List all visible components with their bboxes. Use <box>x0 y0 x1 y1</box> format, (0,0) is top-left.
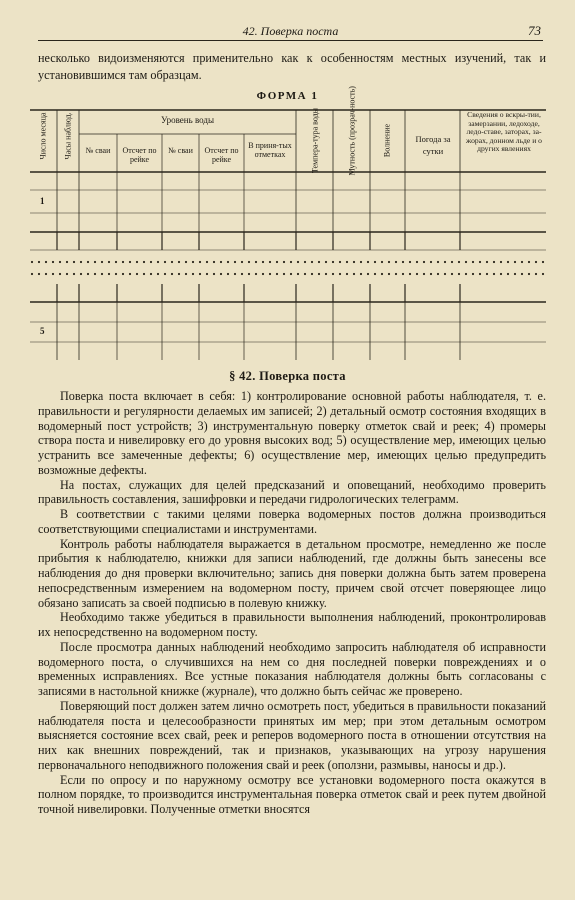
continuation-dot <box>185 261 187 263</box>
continuation-dot <box>402 261 404 263</box>
continuation-dot <box>360 261 362 263</box>
continuation-dot <box>535 273 537 275</box>
continuation-dot <box>395 261 397 263</box>
col-waves: Волнение <box>382 123 392 158</box>
continuation-dot <box>234 273 236 275</box>
continuation-dot <box>192 273 194 275</box>
continuation-dot <box>129 261 131 263</box>
continuation-dot <box>430 273 432 275</box>
continuation-dot <box>332 261 334 263</box>
continuation-dot <box>276 261 278 263</box>
continuation-dot <box>297 261 299 263</box>
continuation-dot <box>479 273 481 275</box>
continuation-dot <box>542 261 544 263</box>
continuation-dot <box>108 261 110 263</box>
continuation-dot <box>290 261 292 263</box>
paragraph: Необходимо также убедиться в правильности выполнения наблюдений, проконтролировав их непосредственно на водомерном посту. <box>38 610 546 639</box>
continuation-dot <box>297 273 299 275</box>
paragraph: Контроль работы наблюдателя выражается в детальном просмотре, немедленно же после прибытия к наблюдателю, книжки для записи наблюдений, где должны быть занесены все наблюдения до дня проверки включительно; запись дня поверки должна быть затем проверена непосредственным измерением на водомерном посту, причем свой отсчет поверяющее лицо обязано записать за своей подписью в полевую книжку. <box>38 536 546 610</box>
paragraph: На постах, служащих для целей предсказаний и оповещаний, необходимо проверить правильность составления, зашифровки и передачи гидрологических телеграмм. <box>38 477 546 507</box>
continuation-dot <box>325 273 327 275</box>
continuation-dot <box>346 273 348 275</box>
continuation-dot <box>374 273 376 275</box>
form-table-grid <box>0 0 575 365</box>
paragraph: Поверяющий пост должен затем лично осмотреть пост, убедиться в правильности показаний наблюдателя поста и целесообразности принятых им мер; при этом детальным осмотром выясняется состояние всех свай, реек и реперов водомерного поста в отношении отсутствия на них как внешних повреждений, так и признаков, указывающих на угрозу нарушения первоначального неподвижного положения свай и реек (оползни, размывы, наносы и др.). <box>38 698 546 772</box>
intro-paragraph: несколько видоизменяются применительно как к особенностям местных изучений, так и установившимся там образцам. <box>38 51 546 82</box>
continuation-dot <box>178 261 180 263</box>
continuation-dot <box>381 273 383 275</box>
continuation-dot <box>465 261 467 263</box>
continuation-dot <box>465 273 467 275</box>
continuation-dot <box>304 261 306 263</box>
continuation-dot <box>206 273 208 275</box>
continuation-dot <box>241 273 243 275</box>
col-turbidity: Мутность (прозрач-ность) <box>347 86 357 176</box>
continuation-dot <box>360 273 362 275</box>
continuation-dot <box>38 273 40 275</box>
continuation-dot <box>507 261 509 263</box>
continuation-dot <box>150 273 152 275</box>
continuation-dot <box>269 273 271 275</box>
continuation-dot <box>444 261 446 263</box>
page-number: 73 <box>528 23 541 38</box>
continuation-dot <box>122 273 124 275</box>
continuation-dot <box>87 261 89 263</box>
continuation-dot <box>458 261 460 263</box>
continuation-dot <box>311 261 313 263</box>
continuation-dot <box>101 273 103 275</box>
continuation-dot <box>402 273 404 275</box>
continuation-dot <box>409 273 411 275</box>
continuation-dot <box>136 273 138 275</box>
continuation-dot <box>437 261 439 263</box>
continuation-dot <box>31 273 33 275</box>
continuation-dot <box>493 261 495 263</box>
continuation-dot <box>199 273 201 275</box>
continuation-dot <box>157 261 159 263</box>
continuation-dot <box>521 261 523 263</box>
continuation-dot <box>213 273 215 275</box>
paragraph: После просмотра данных наблюдений необходимо запросить наблюдателя об исправности водомерного поста, о случившихся на нем со дня последней поверки повреждениях и о временных исправлениях. Все устные показания наблюдателя должны быть согласованы с записями в настольной книжке (журнале), что должно быть сейчас же проверено. <box>38 639 546 698</box>
continuation-dot <box>45 261 47 263</box>
continuation-dot <box>269 261 271 263</box>
section-title: § 42. Поверка поста <box>229 369 346 383</box>
continuation-dot <box>66 261 68 263</box>
continuation-dot <box>325 261 327 263</box>
continuation-dot <box>500 273 502 275</box>
continuation-dot <box>171 273 173 275</box>
paragraph: Поверка поста включает в себя: 1) контролирование основной работы наблюдателя, т. е. правильности и регулярности делаемых им записей; 2) детальный осмотр состояния входящих в водомерный пост устройств; 3) инструментальную поверку отметок свай и реек; 4) промеры створа поста и нивелировку его до уровня высоких вод; 5) осуществление мер, имеющих целью устранить все замеченные дефекты; 6) осуществление мер, имеющих целью предупредить возможные дефекты. <box>38 389 546 477</box>
continuation-dot <box>416 273 418 275</box>
continuation-dot <box>220 273 222 275</box>
continuation-dot <box>255 261 257 263</box>
continuation-dot <box>486 261 488 263</box>
continuation-dot <box>164 273 166 275</box>
continuation-dot <box>52 273 54 275</box>
running-title: 42. Поверка поста <box>242 24 339 38</box>
continuation-dot <box>339 261 341 263</box>
continuation-dot <box>122 261 124 263</box>
continuation-dot <box>318 273 320 275</box>
continuation-dot <box>395 273 397 275</box>
col-accepted-marks: В приня-тых отметках <box>248 141 292 159</box>
continuation-dot <box>73 273 75 275</box>
continuation-dot <box>493 273 495 275</box>
continuation-dot <box>423 273 425 275</box>
continuation-dot <box>528 261 530 263</box>
continuation-dot <box>367 273 369 275</box>
col-water-level-group: Уровень воды <box>161 115 214 125</box>
continuation-dot <box>80 273 82 275</box>
col-gauge-reading-2: Отсчет по рейке <box>204 146 239 164</box>
continuation-dot <box>381 261 383 263</box>
continuation-dot <box>199 261 201 263</box>
col-ice-info: Сведения о вскры-тии, замерзании, ледоходе, ледо-ставе, заторах, за-жорах, донном льде и о других явлениях <box>466 110 542 154</box>
continuation-dot <box>437 273 439 275</box>
continuation-dot <box>220 261 222 263</box>
continuation-dot <box>388 273 390 275</box>
continuation-dot <box>108 273 110 275</box>
continuation-dot <box>458 273 460 275</box>
continuation-dot <box>94 261 96 263</box>
continuation-dot <box>290 273 292 275</box>
continuation-dot <box>31 261 33 263</box>
continuation-dot <box>521 273 523 275</box>
continuation-dot <box>59 273 61 275</box>
continuation-dot <box>143 261 145 263</box>
continuation-dot <box>87 273 89 275</box>
continuation-dot <box>178 273 180 275</box>
paragraph: Если по опросу и по наружному осмотру все установки водомерного поста окажутся в полном порядке, то производится инструментальная поверка отметок свай и реек путем двойной точной нивелировки. Полученные отметки вносятся <box>38 772 546 816</box>
continuation-dot <box>472 261 474 263</box>
continuation-dot <box>129 273 131 275</box>
continuation-dot <box>171 261 173 263</box>
row-number-first: 1 <box>40 196 45 206</box>
section-body <box>38 389 546 817</box>
continuation-dot <box>66 273 68 275</box>
col-hours: Часы наблюд. <box>63 112 73 160</box>
continuation-dot <box>136 261 138 263</box>
continuation-dot <box>451 261 453 263</box>
continuation-dot <box>45 273 47 275</box>
continuation-dot <box>409 261 411 263</box>
continuation-dot <box>304 273 306 275</box>
continuation-dot <box>164 261 166 263</box>
continuation-dot <box>283 261 285 263</box>
continuation-dot <box>444 273 446 275</box>
continuation-dot <box>416 261 418 263</box>
col-weather: Погода за сутки <box>415 134 451 156</box>
continuation-dot <box>262 261 264 263</box>
continuation-dot <box>346 261 348 263</box>
continuation-dot <box>514 261 516 263</box>
continuation-dot <box>73 261 75 263</box>
continuation-dot <box>339 273 341 275</box>
continuation-dot <box>59 261 61 263</box>
continuation-dot <box>332 273 334 275</box>
continuation-dot <box>52 261 54 263</box>
continuation-dot <box>500 261 502 263</box>
continuation-dot <box>353 261 355 263</box>
continuation-dot <box>528 273 530 275</box>
continuation-dot <box>227 273 229 275</box>
continuation-dot <box>101 261 103 263</box>
continuation-dot <box>507 273 509 275</box>
continuation-dot <box>318 261 320 263</box>
continuation-dot <box>157 273 159 275</box>
continuation-dot <box>423 261 425 263</box>
continuation-dot <box>514 273 516 275</box>
continuation-dot <box>542 273 544 275</box>
continuation-dot <box>255 273 257 275</box>
continuation-dot <box>192 261 194 263</box>
continuation-dot <box>262 273 264 275</box>
col-gauge-reading-1: Отсчет по рейке <box>122 146 157 164</box>
continuation-dot <box>430 261 432 263</box>
form-title: ФОРМА 1 <box>256 90 319 102</box>
continuation-dot <box>241 261 243 263</box>
continuation-dot <box>94 273 96 275</box>
continuation-dot <box>276 273 278 275</box>
continuation-dot <box>388 261 390 263</box>
continuation-dot <box>80 261 82 263</box>
continuation-dot <box>311 273 313 275</box>
continuation-dot <box>479 261 481 263</box>
continuation-dot <box>38 261 40 263</box>
continuation-dot <box>227 261 229 263</box>
row-number-last: 5 <box>40 326 45 336</box>
col-water-temperature: Темпера-тура воды <box>310 107 320 174</box>
continuation-dot <box>115 273 117 275</box>
col-pile-no-1: № сваи <box>85 146 111 155</box>
continuation-dot <box>486 273 488 275</box>
continuation-dot <box>283 273 285 275</box>
continuation-dot <box>213 261 215 263</box>
continuation-dot <box>353 273 355 275</box>
continuation-dot <box>206 261 208 263</box>
continuation-dot <box>248 273 250 275</box>
continuation-dot <box>115 261 117 263</box>
continuation-dot <box>143 273 145 275</box>
col-month-day: Число месяца <box>38 112 48 160</box>
continuation-dot <box>451 273 453 275</box>
continuation-dot <box>374 261 376 263</box>
continuation-dot <box>535 261 537 263</box>
continuation-dot <box>234 261 236 263</box>
continuation-dot <box>150 261 152 263</box>
continuation-dot <box>472 273 474 275</box>
continuation-dot <box>248 261 250 263</box>
continuation-dot <box>367 261 369 263</box>
continuation-dot <box>185 273 187 275</box>
paragraph: В соответствии с такими целями поверка водомерных постов должна производиться соответствующими специалистами и инструментами. <box>38 507 546 536</box>
col-pile-no-2: № сваи <box>168 146 193 155</box>
